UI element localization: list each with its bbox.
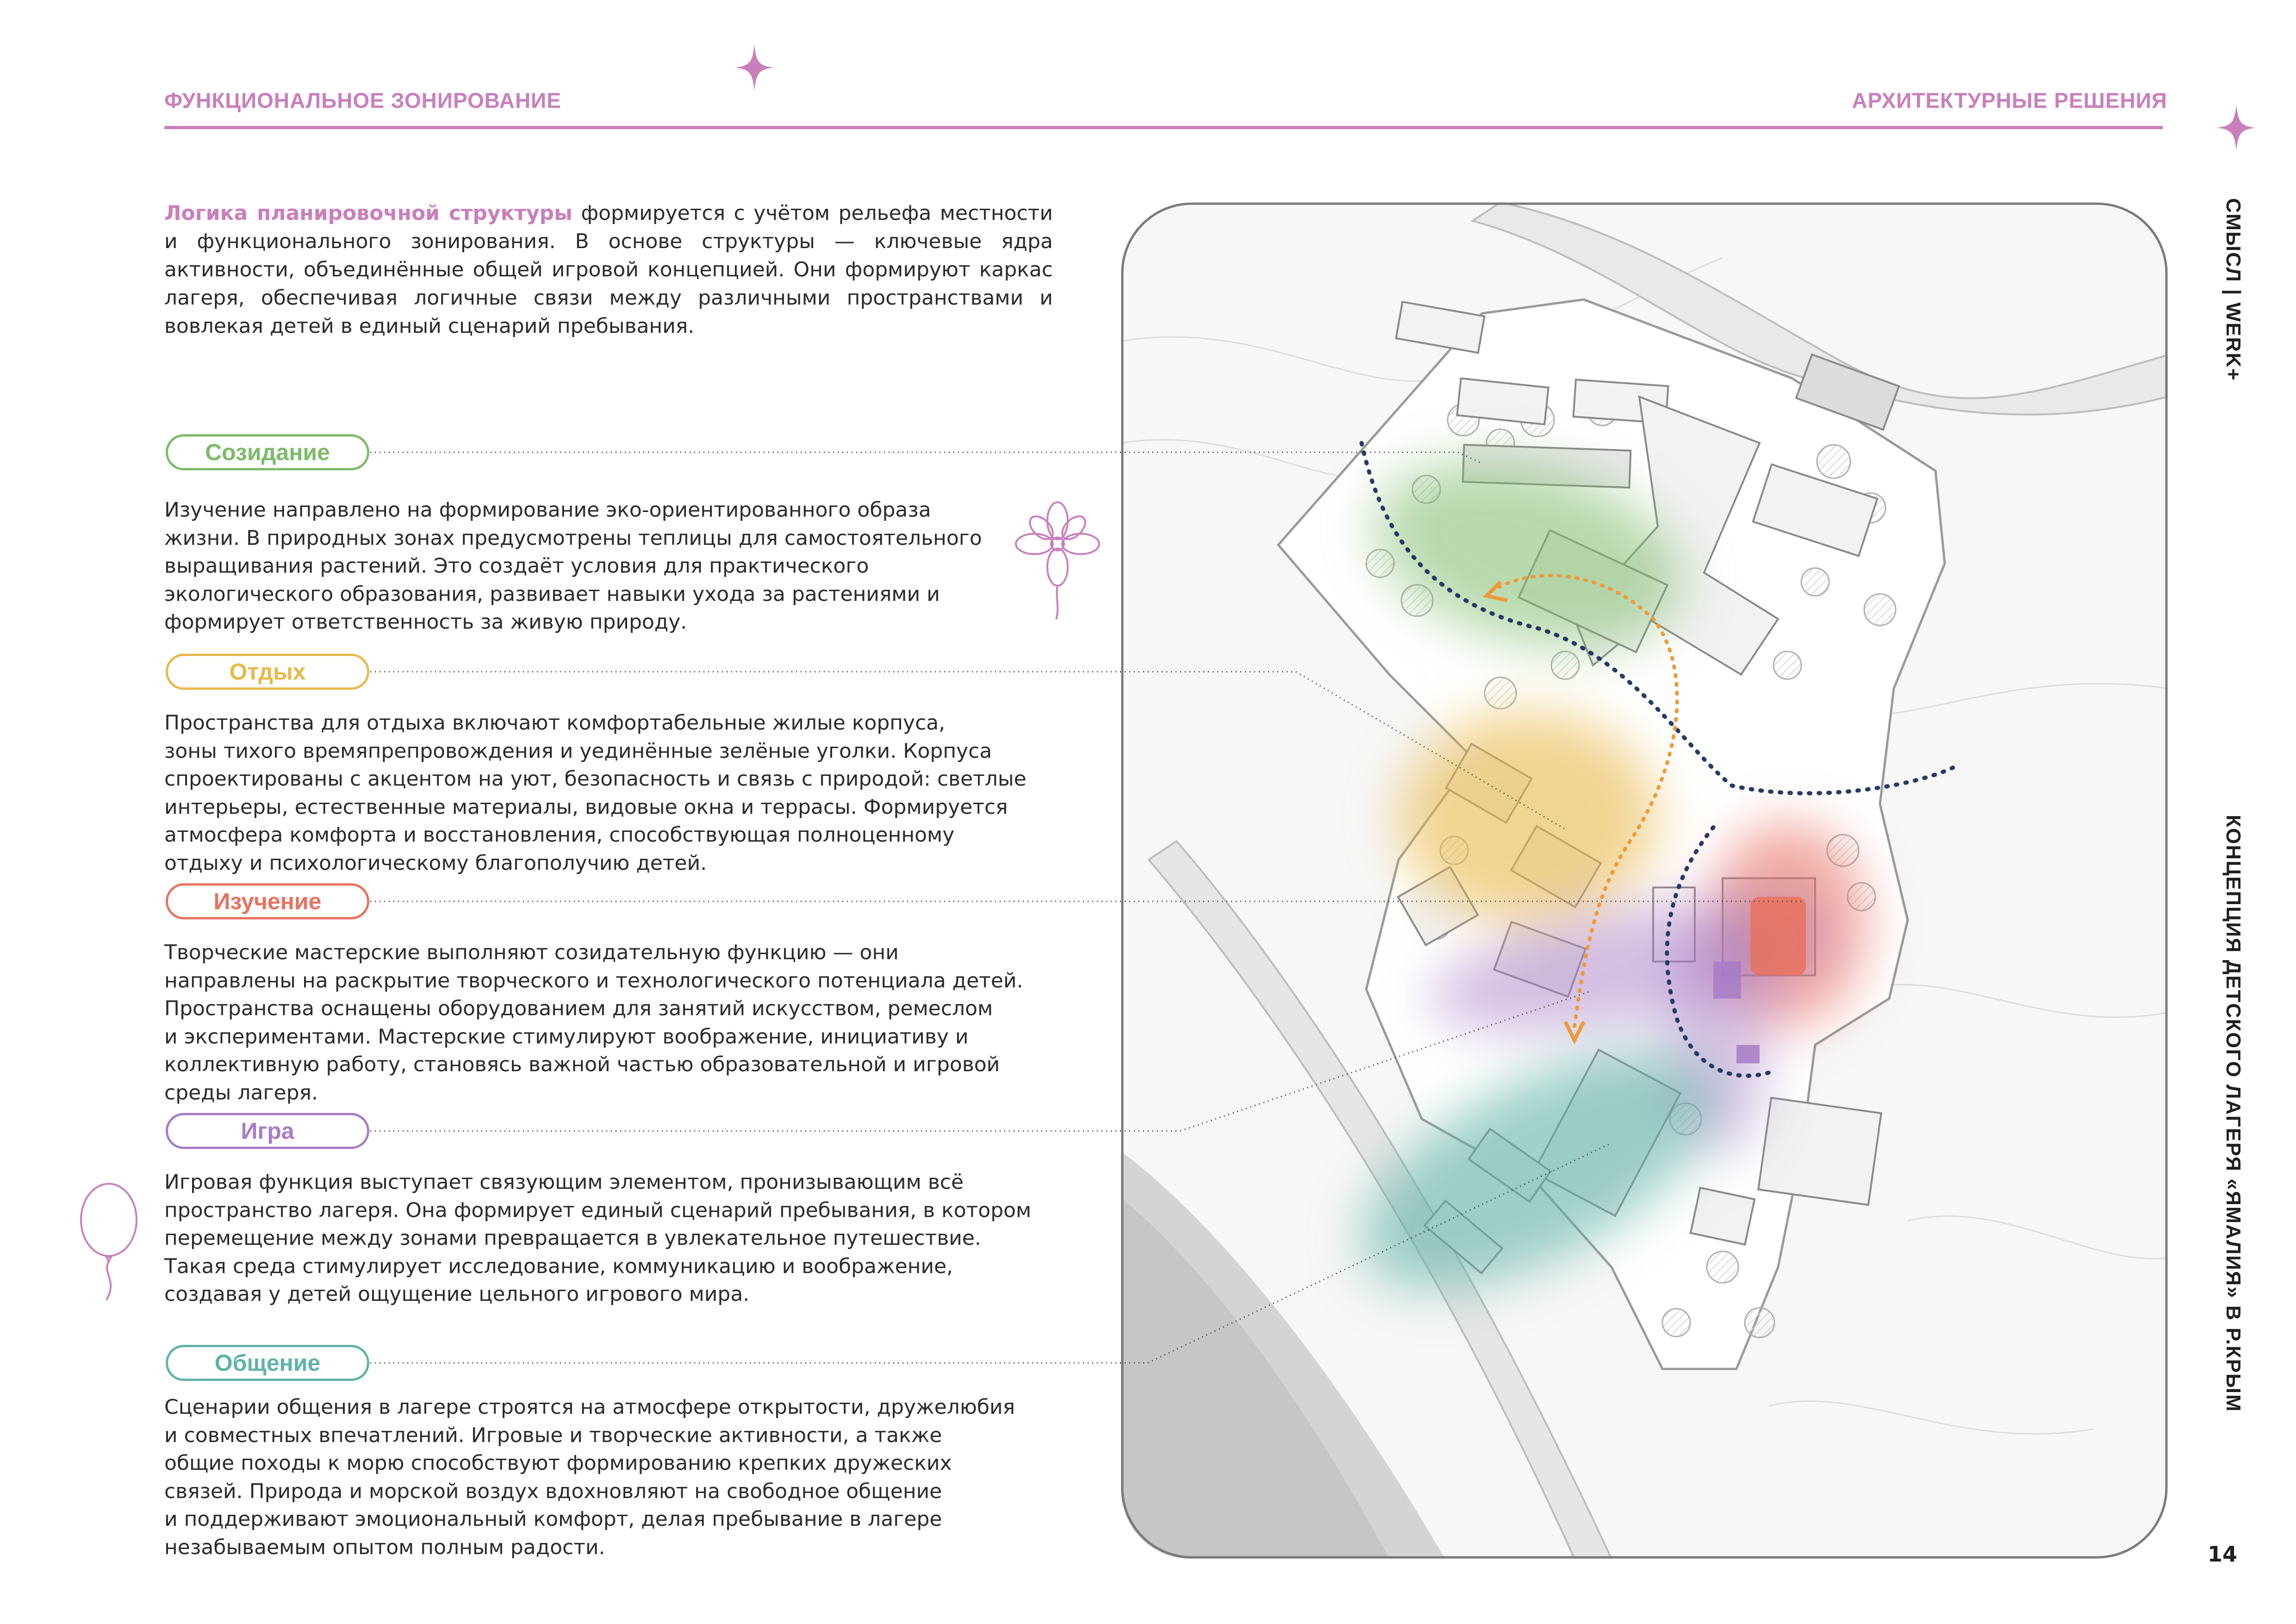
text-line: атмосфера комфорта и восстановления, способствующая полноценному [164,823,955,847]
text-line: Изучение направлено на формирование эко-ориентированного образа [164,498,931,522]
text-line: перемещение между зонами превращается в увлекательное путешествие. [164,1226,981,1250]
chapter-title: АРХИТЕКТУРНЫЕ РЕШЕНИЯ [1852,88,2167,112]
zone-label-creation: Созидание [166,434,369,470]
sidebar-brand: СМЫСЛ | WERK+ [2222,198,2245,381]
text-line: коллективную работу, становясь важной частью образовательной и игровой [164,1053,1000,1076]
flower-doodle-icon [1014,500,1101,620]
zone-description-communication [164,1393,1067,1562]
text-line: жизни. В природных зонах предусмотрены теплицы для самостоятельного [164,526,982,550]
text-line: отдыху и психологическому благополучию детей. [164,851,707,875]
text-line: спроектированы с акцентом на уют, безопасность и связь с природой: светлые [164,767,1027,791]
intro-paragraph [164,199,1053,340]
zone-label-communication: Общение [166,1345,369,1381]
header-divider [164,126,2163,129]
page-number: 14 [2208,1542,2238,1567]
text-line: интерьеры, естественные материалы, видовые окна и террасы. Формируется [164,795,1008,819]
zone-label-play: Игра [166,1113,369,1149]
text-line: создавая у детей ощущение цельного игрового мира. [164,1282,750,1306]
text-line: и совместных впечатлений. Игровые и творческие активности, а также [164,1423,942,1447]
zone-label-rest: Отдых [166,654,369,690]
text-line: формирует ответственность за живую природу. [164,610,687,634]
text-line: Сценарии общения в лагере строятся на атмосфере открытости, дружелюбия [164,1395,1015,1419]
zone-description-study [164,939,1067,1107]
intro-text: формируется с учётом рельефа местности и функционального зонирования. В основе структуры — ключевые ядра активности, объединённые общей игровой концепцией. Они формируют каркас лагеря, обеспечивая логичные связи между различными пространствами и вовлекая детей в единый сценарий пребывания. [164,201,1053,338]
text-line: и поддерживают эмоциональный комфорт, делая пребывание в лагере [164,1507,942,1531]
text-line: Такая среда стимулирует исследование, коммуникацию и воображение, [164,1254,953,1278]
sparkle-icon [2217,105,2256,151]
text-line: Игровая функция выступает связующим элементом, пронизывающим всё [164,1170,964,1194]
text-line: выращивания растений. Это создаёт условия для практического [164,554,869,578]
text-line: зоны тихого времяпрепровождения и уединённые зелёные уголки. Корпуса [164,739,992,763]
text-line: Творческие мастерские выполняют созидательную функцию — они [164,941,899,964]
section-title: ФУНКЦИОНАЛЬНОЕ ЗОНИРОВАНИЕ [164,88,561,112]
text-line: общие походы к морю способствуют формированию крепких дружеских [164,1451,952,1475]
text-line: пространство лагеря. Она формирует единый сценарий пребывания, в котором [164,1198,1032,1222]
site-plan-map [1121,202,2168,1559]
sparkle-icon [735,44,774,91]
text-line: Пространства оснащены оборудованием для занятий искусством, ремеслом [164,997,993,1020]
text-line: Пространства для отдыха включают комфортабельные жилые корпуса, [164,711,946,735]
text-line: экологического образования, развивает навыки ухода за растениями и [164,582,940,606]
zone-description-rest [164,709,1067,877]
zone-description-creation [164,496,1067,637]
text-line: направлены на раскрытие творческого и технологического потенциала детей. [164,968,1023,993]
zone-description-play [164,1168,1067,1309]
balloon-doodle-icon [74,1181,143,1301]
text-line: среды лагеря. [164,1081,318,1105]
zone-label-study: Изучение [166,883,369,919]
sidebar-project-title: КОНЦЕПЦИЯ ДЕТСКОГО ЛАГЕРЯ «ЯМАЛИЯ» В Р.КРЫМ [2222,815,2245,1412]
text-line: и экспериментами. Мастерские стимулируют воображение, инициативу и [164,1024,969,1049]
intro-lead: Логика планировочной структуры [164,201,572,225]
text-line: незабываемым опытом полным радости. [164,1535,605,1559]
text-line: связей. Природа и морской воздух вдохновляют на свободное общение [164,1479,942,1503]
